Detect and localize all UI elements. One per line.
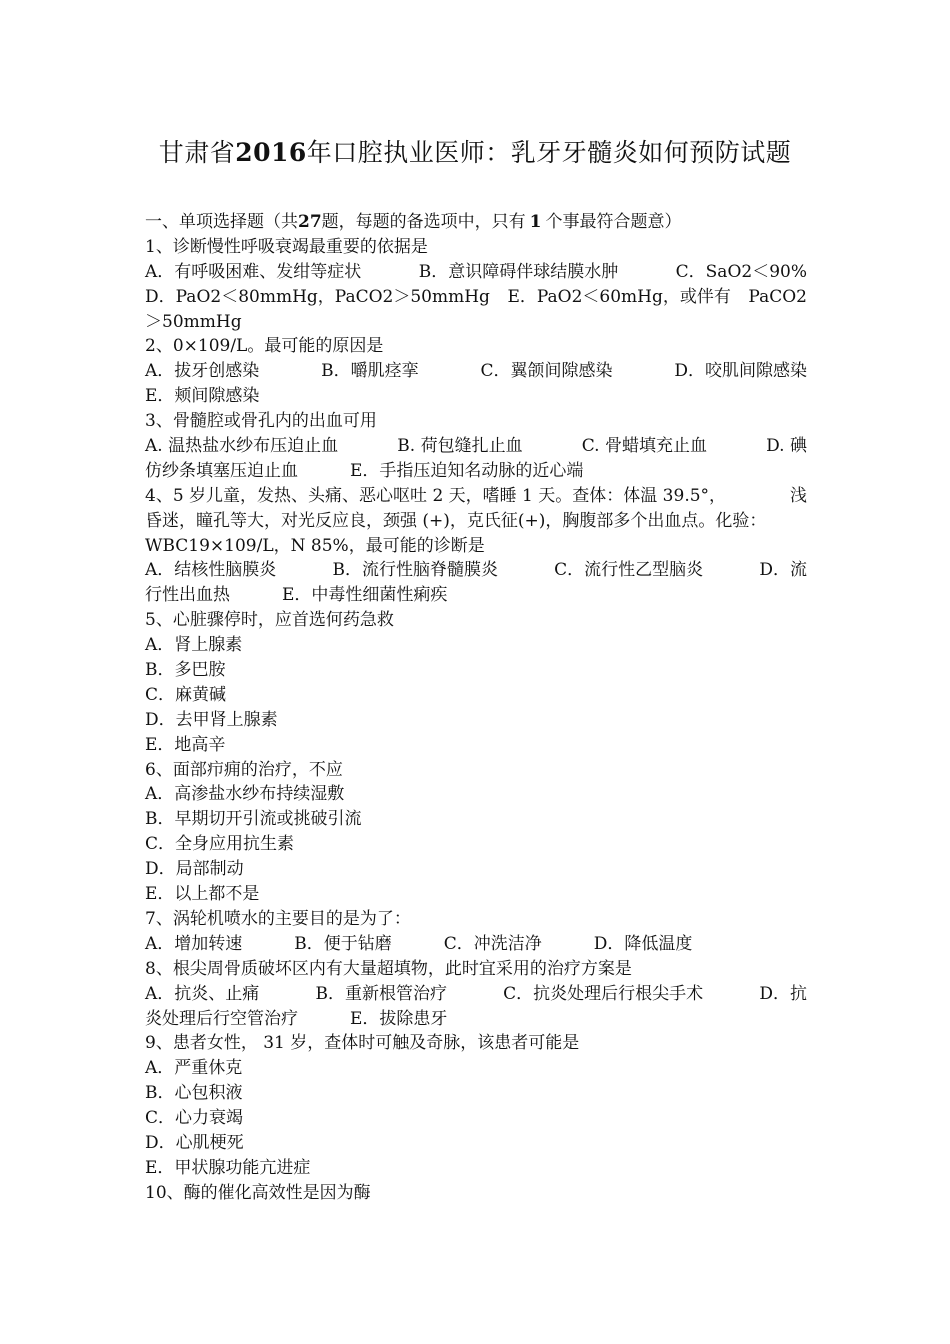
option: D. 碘 <box>766 436 807 457</box>
option: A．高渗盐水纱布持续湿敷 <box>145 784 345 805</box>
option: A．结核性脑膜炎 <box>145 560 277 581</box>
question-stem: 6、面部疖痈的治疗，不应 <box>145 759 343 780</box>
option: E．以上都不是 <box>145 884 260 905</box>
option-row <box>145 982 807 1007</box>
option: D．局部制动 <box>145 859 244 880</box>
option-row <box>145 932 807 957</box>
option-row <box>145 260 807 285</box>
option: C．翼颌间隙感染 <box>480 361 613 382</box>
option: E．手指压迫知名动脉的近心端 <box>350 460 584 481</box>
section-heading: 一、单项选择题（共27题，每题的备选项中，只有 1 个事最符合题意） <box>145 212 682 232</box>
option: A．肾上腺素 <box>145 635 243 656</box>
option-continuation: 炎处理后行空管治疗 <box>145 1008 298 1029</box>
option-continuation: 仿纱条填塞压迫止血 <box>145 460 298 481</box>
title-text: 甘肃省 <box>158 138 236 167</box>
option: A．抗炎、止痛 <box>145 983 260 1004</box>
question-stem: 10、酶的催化高效性是因为酶 <box>145 1182 371 1203</box>
option-row <box>145 285 807 310</box>
question-stem: WBC19×109/L，N 85%，最可能的诊断是 <box>145 535 485 556</box>
option: D．PaO2＜80mmHg，PaCO2＞50mmHg <box>145 286 490 307</box>
option: D．抗 <box>759 983 807 1004</box>
option: E．颊间隙感染 <box>145 386 260 407</box>
option: A．严重休克 <box>145 1058 243 1079</box>
option: B. 荷包缝扎止血 <box>397 436 523 457</box>
option: A．增加转速 <box>145 933 243 954</box>
option: B．嚼肌痉挛 <box>321 361 419 382</box>
question-stem: 3、骨髓腔或骨孔内的出血可用 <box>145 411 377 432</box>
option: E．地高辛 <box>145 734 226 755</box>
option: B．心包积液 <box>145 1083 243 1104</box>
option-continuation: ＞50mmHg <box>145 311 242 332</box>
question-stem: 1、诊断慢性呼吸衰竭最重要的依据是 <box>145 236 428 257</box>
option: D．咬肌间隙感染 <box>674 361 807 382</box>
option: B．意识障碍伴球结膜水肿 <box>418 261 619 282</box>
option-row <box>145 434 807 459</box>
option: C．抗炎处理后行根尖手术 <box>503 983 704 1004</box>
option-row <box>145 583 807 608</box>
question-stem: 5、心脏骤停时，应首选何药急救 <box>145 610 394 631</box>
title-year: 2016 <box>235 138 307 167</box>
option: C．心力衰竭 <box>145 1108 244 1129</box>
option: A．有呼吸困难、发绀等症状 <box>145 261 362 282</box>
option: C．SaO2＜90% <box>675 261 807 282</box>
question-stem: 9、患者女性， 31 岁，查体时可触及奇脉，该患者可能是 <box>145 1033 580 1054</box>
option: C．全身应用抗生素 <box>145 834 295 855</box>
option-row <box>145 459 807 484</box>
question-stem: 8、根尖周骨质破坏区内有大量超填物，此时宜采用的治疗方案是 <box>145 958 632 979</box>
option: B．便于钻磨 <box>294 933 392 954</box>
option: D．流 <box>759 560 807 581</box>
option: C．冲洗洁净 <box>443 933 542 954</box>
option: D．心肌梗死 <box>145 1132 244 1153</box>
question-list <box>145 210 807 1206</box>
option: E．中毒性细菌性痢疾 <box>282 585 448 606</box>
option-continuation: 行性出血热 <box>145 585 230 606</box>
option: E．拔除患牙 <box>350 1008 448 1029</box>
option: A．拔牙创感染 <box>145 361 260 382</box>
option: B．重新根管治疗 <box>315 983 447 1004</box>
question-stem: 2、0×109/L。最可能的原因是 <box>145 336 384 357</box>
question-stem: 昏迷，瞳孔等大，对光反应良，颈强 (+)，克氏征(+)，胸腹部多个出血点。化验： <box>145 510 767 531</box>
option: D．降低温度 <box>593 933 693 954</box>
option-row <box>145 558 807 583</box>
option: C．麻黄碱 <box>145 684 227 705</box>
option: B．多巴胺 <box>145 660 226 681</box>
title-text: 年口腔执业医师：乳牙牙髓炎如何预防试题 <box>306 138 792 167</box>
option: B．流行性脑脊髓膜炎 <box>332 560 498 581</box>
question-stem: 4、5 岁儿童，发热、头痛、恶心呕吐 2 天，嗜睡 1 天。查体：体温 39.5°， 浅 <box>145 485 807 506</box>
option-row <box>145 1007 807 1032</box>
option: C．流行性乙型脑炎 <box>554 560 704 581</box>
document-title <box>0 136 950 170</box>
question-stem: 7、涡轮机喷水的主要目的是为了： <box>145 908 411 929</box>
option-row <box>145 359 807 384</box>
option: B．早期切开引流或挑破引流 <box>145 809 362 830</box>
option: D．去甲肾上腺素 <box>145 709 278 730</box>
option: C. 骨蜡填充止血 <box>581 436 707 457</box>
option: E．PaO2＜60mHg，或伴有 <box>507 286 731 307</box>
option: A. 温热盐水纱布压迫止血 <box>145 436 339 457</box>
option: E．甲状腺功能亢进症 <box>145 1157 311 1178</box>
option: PaCO2 <box>748 286 807 307</box>
